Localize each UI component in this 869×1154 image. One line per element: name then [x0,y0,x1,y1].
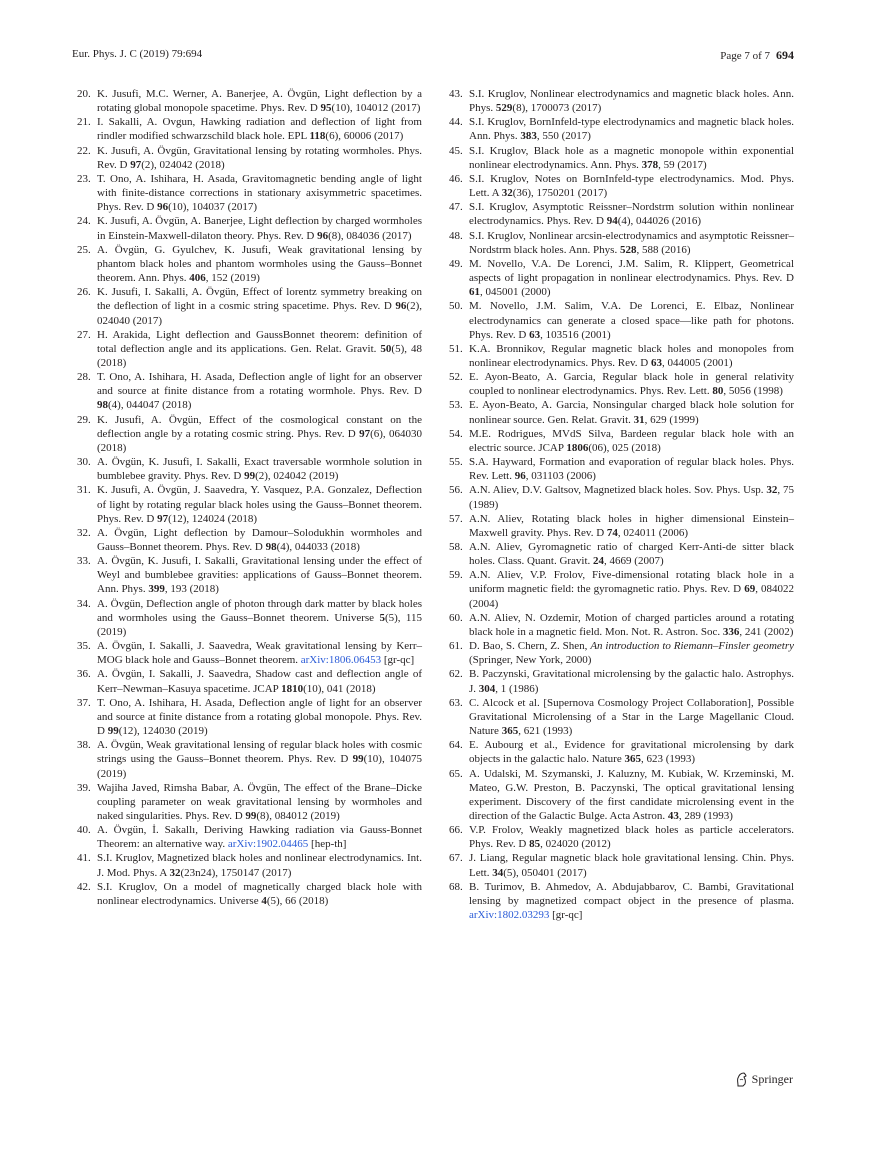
reference-item [77,115,422,143]
reference-number: 49. [449,257,463,270]
reference-text: (5), 050401 (2017) [503,866,587,879]
reference-text: (12), 124024 (2018) [168,512,258,525]
reference-number: 51. [449,342,463,355]
reference-text: S.A. Hayward, Formation and evaporation of regular black holes. Phys. Rev. Lett. [469,456,794,483]
reference-text: A.N. Aliev, V.P. Frolov, Five-dimensional rotating black hole in a uniform magnetic field: the gyromagnetic ratio. Phys. Rev. D [469,569,794,596]
reference-item [449,667,794,695]
reference-text: (2), 024042 (2019) [255,470,339,483]
reference-item [77,144,422,172]
volume-number: 96 [157,201,169,214]
reference-text: (8), 1700073 (2017) [512,102,602,115]
reference-text: [gr-qc] [381,654,415,667]
reference-text: A. Övgün, Light deflection by Damour–Solodukhin wormholes and Gauss–Bonnet theorem. Phys. Rev. D [97,526,422,553]
volume-number: 61 [469,286,480,299]
volume-number: 96 [514,470,526,483]
reference-text: (4), 044047 (2018) [108,399,192,412]
reference-number: 32. [77,526,91,539]
reference-text: , 588 (2016) [636,243,691,256]
reference-item [449,200,794,228]
volume-number: 63 [650,356,662,369]
reference-text: (10), 041 (2018) [303,682,376,695]
reference-text: , 5056 (1998) [723,385,783,398]
volume-number: 95 [320,102,332,115]
reference-item [449,823,794,851]
reference-text: K. Jusufi, I. Sakalli, A. Övgün, Effect of lorentz symmetry breaking on the deflection of light in a cosmic string spacetime. Phys. Rev. D [97,286,422,313]
reference-text: T. Ono, A. Ishihara, H. Asada, Deflection angle of light for an observer and source at finite distance from a rotating global monopole. Phys. Rev. D [97,696,422,738]
reference-text: B. Turimov, B. Ahmedov, A. Abdujabbarov, C. Bambi, Gravitational lensing by magnetized compact object in the presence of plasma. [469,880,794,907]
reference-number: 60. [449,611,463,624]
reference-item [449,229,794,257]
reference-text: [gr-qc] [549,909,583,922]
volume-number: 96 [317,229,329,242]
volume-number: 99 [107,725,119,738]
reference-text: (5), 48 (2018) [97,342,422,369]
volume-number: 80 [712,385,724,398]
reference-text: A. Övgün, I. Sakalli, J. Saavedra, Weak gravitational lensing by Kerr–MOG black hole and Gauss–Bonnet theorem. [97,640,422,667]
reference-text: K.A. Bronnikov, Regular magnetic black holes and monopoles from nonlinear electrodynamics. Phys. Rev. D [469,342,794,369]
reference-item [449,87,794,115]
reference-text: , 024011 (2006) [617,526,689,539]
reference-text: , 152 (2019) [205,272,260,285]
volume-number: 32 [501,187,513,200]
volume-number: 99 [245,809,257,822]
arxiv-link[interactable]: arXiv:1902.04465 [227,838,309,851]
references-column-right [449,87,794,922]
reference-item [449,115,794,143]
reference-item [449,639,794,667]
reference-text: , 045001 (2000) [480,286,551,299]
reference-number: 26. [77,286,91,299]
reference-number: 27. [77,328,91,341]
reference-text: , 103516 (2001) [540,328,611,341]
reference-item [77,823,422,851]
volume-number: 4 [261,894,267,907]
running-header [72,48,794,64]
reference-text: A.N. Aliev, Gyromagnetic ratio of charged Kerr-Anti-de sitter black holes. Class. Quant. Gravit. [469,541,794,568]
reference-text: A. Övgün, Weak gravitational lensing of regular black holes with cosmic strings using the Gauss–Bonnet theorem. Phys. Rev. D [97,739,422,766]
reference-item [77,328,422,370]
reference-text: S.I. Kruglov, Notes on BornInfeld-type electrodynamics. Mod. Phys. Lett. A [469,172,794,200]
volume-number: 97 [130,158,142,171]
reference-text: K. Jusufi, A. Övgün, Gravitational lensing by rotating wormholes. Phys. Rev. D [97,144,422,171]
volume-number: 98 [97,399,108,412]
reference-number: 41. [77,852,91,865]
reference-item [449,455,794,483]
reference-text: (8), 084012 (2019) [256,809,340,822]
reference-number: 35. [77,640,91,653]
reference-text: , 031103 (2006) [525,470,596,483]
reference-text: (12), 124030 (2019) [118,725,208,738]
reference-number: 55. [449,456,463,469]
volume-number: 406 [189,272,206,285]
reference-item [449,767,794,824]
reference-text: , 289 (1993) [678,809,733,822]
reference-text: M. Novello, J.M. Salim, V.A. De Lorenci, E. Elbaz, Nonlinear electrodynamics can generate a closed space—like path for photons. Phys. Rev. D [469,300,794,341]
reference-number: 47. [449,201,463,214]
reference-number: 28. [77,371,91,384]
reference-number: 64. [449,739,463,752]
reference-text: A.N. Aliev, D.V. Galtsov, Magnetized black holes. Sov. Phys. Usp. [469,484,767,497]
reference-number: 66. [449,824,463,837]
reference-text: , 4669 (2007) [604,555,664,568]
reference-text: , 1 (1986) [495,682,539,695]
reference-item [77,738,422,780]
reference-item [77,639,422,667]
volume-number: 365 [624,753,641,766]
journal-citation: Eur. Phys. J. C (2019) 79:694 [72,48,203,60]
reference-text: J. Liang, Regular magnetic black hole gravitational lensing. Chin. Phys. Lett. [469,852,794,879]
reference-number: 38. [77,739,91,752]
reference-item [77,851,422,879]
reference-text: A. Övgün, İ. Sakallı, Deriving Hawking radiation via Gauss-Bonnet Theorem: an alternative way. [97,824,422,851]
reference-text: (6), 064030 (2018) [97,427,422,454]
reference-number: 58. [449,541,463,553]
reference-item [77,781,422,823]
book-title: An introduction to Riemann–Finsler geometry [590,640,794,653]
reference-item [77,483,422,525]
reference-text: S.I. Kruglov, On a model of magnetically charged black hole with nonlinear electrodynamics. Universe [97,880,422,907]
reference-item [449,696,794,738]
reference-text: A. Övgün, I. Sakalli, J. Saavedra, Shadow cast and deflection angle of Kerr–Newman–Kasuya spacetime. JCAP [97,668,422,695]
reference-number: 45. [449,144,463,157]
reference-item [77,243,422,285]
reference-text: S.I. Kruglov, Asymptotic Reissner–Nordstrm solution within nonlinear electrodynamics. Phys. Rev. D [469,201,794,228]
reference-number: 56. [449,484,463,497]
volume-number: 43 [667,809,679,822]
reference-number: 52. [449,371,463,384]
reference-text: K. Jusufi, A. Övgün, A. Banerjee, Light deflection by charged wormholes in Einstein-Maxwell-dilaton theory. Phys. Rev. D [97,215,422,242]
reference-text: A. Udalski, M. Szymanski, J. Kaluzny, M. Kubiak, W. Krzeminski, M. Mateo, G.W. Preston, B. Paczynski, The optical gravitational lensing experiment. Discovery of the first candidate microlensing event in the direction of the Galactic Bulge. Acta Astron. [469,767,794,822]
reference-text: , 623 (1993) [640,753,696,766]
reference-text: (6), 60006 (2017) [325,130,404,143]
reference-text: E. Aubourg et al., Evidence for gravitational microlensing by dark objects in the galactic halo. Nature [469,739,794,766]
reference-text: C. Alcock et al. [Supernova Cosmology Project Collaboration], Possible Gravitational Microlensing of a Star in the Large Magellanic Cloud. Nature [469,696,794,738]
reference-text: (2), 024040 (2017) [97,300,422,327]
volume-number: 85 [529,838,541,851]
reference-text: A. Övgün, Deflection angle of photon through dark matter by black holes and wormholes using the Gauss–Bonnet theorem. Universe [97,597,422,624]
reference-number: 68. [449,880,463,893]
reference-text: (2), 024042 (2018) [141,158,225,171]
reference-text: S.I. Kruglov, Nonlinear arcsin-electrodynamics and asymptotic Reissner–Nordstrm black holes. Ann. Phys. [469,229,794,256]
volume-number: 399 [148,583,165,596]
reference-item [77,455,422,483]
volume-number: 32 [766,484,778,497]
volume-number: 1810 [281,682,304,695]
volume-number: 99 [352,753,364,766]
reference-item [77,413,422,455]
reference-text: A. Övgün, K. Jusufi, I. Sakalli, Exact traversable wormhole solution in bumblebee gravity. Phys. Rev. D [97,456,422,483]
reference-item [77,214,422,242]
reference-item [449,342,794,370]
volume-number: 96 [395,300,407,313]
reference-text: V.P. Frolov, Weakly magnetized black holes as particle accelerators. Phys. Rev. D [469,824,794,851]
reference-text: K. Jusufi, M.C. Werner, A. Banerjee, A. Övgün, Light deflection by a rotating global monopole spacetime. Phys. Rev. D [97,88,422,115]
volume-number: 97 [157,512,169,525]
reference-number: 34. [77,597,91,610]
reference-text: (8), 084036 (2017) [328,229,412,242]
publisher-footer [735,1072,793,1087]
reference-item [77,370,422,412]
reference-item [449,257,794,299]
volume-number: 74 [606,526,618,539]
reference-number: 40. [77,824,91,837]
reference-text: K. Jusufi, A. Övgün, J. Saavedra, Y. Vasquez, P.A. Gonzalez, Deflection of light by rotating regular black holes using the Gauss–Bonnet theorem. Phys. Rev. D [97,484,422,525]
reference-text: T. Ono, A. Ishihara, H. Asada, Deflection angle of light for an observer and source at finite distance from a rotating wormhole. Phys. Rev. D [97,371,422,398]
volume-number: 31 [633,413,645,426]
reference-text: [hep-th] [308,838,347,851]
reference-number: 57. [449,512,463,525]
reference-number: 63. [449,696,463,709]
reference-text: E. Ayon-Beato, A. Garcia, Regular black hole in general relativity coupled to nonlinear electrodynamics. Phys. Rev. Lett. [469,371,794,398]
reference-item [449,299,794,341]
reference-text: (10), 104075 (2019) [97,753,422,780]
reference-text: (23n24), 1750147 (2017) [180,866,292,879]
volume-number: 529 [495,102,513,115]
reference-text: , 75 (1989) [469,484,794,511]
page-number: Page 7 of 7 [720,50,770,62]
reference-number: 30. [77,456,91,469]
volume-number: 97 [359,427,371,440]
reference-text: E. Ayon-Beato, A. Garcia, Nonsingular charged black hole solution for nonlinear source. Gen. Relat. Gravit. [469,399,794,426]
reference-text: (10), 104012 (2017) [331,102,421,115]
reference-text: (5), 115 (2019) [97,611,422,638]
reference-item [77,87,422,115]
volume-number: 34 [492,866,504,879]
reference-item [449,370,794,398]
reference-number: 22. [77,144,91,157]
reference-item [77,554,422,596]
volume-number: 69 [744,583,756,596]
reference-text: (5), 66 (2018) [266,894,329,907]
volume-number: 50 [380,342,392,355]
volume-number: 24 [593,555,605,568]
reference-text: (4), 044026 (2016) [617,215,702,228]
volume-number: 528 [619,243,637,256]
reference-text: , 241 (2002) [739,625,794,638]
publisher-name: Springer [751,1072,793,1086]
reference-item [77,696,422,738]
reference-number: 20. [77,88,91,100]
reference-text: (4), 044033 (2018) [276,541,360,553]
reference-number: 36. [77,668,91,681]
reference-text: T. Ono, A. Ishihara, H. Asada, Gravitomagnetic bending angle of light with finite-distance corrections in stationary axisymmetric spacetimes. Phys. Rev. D [97,172,422,214]
springer-horse-icon [735,1072,748,1087]
reference-number: 46. [449,172,463,185]
reference-text: , 621 (1993) [518,725,573,738]
reference-text: (10), 104037 (2017) [168,201,258,214]
volume-number: 32 [169,866,181,879]
reference-text: S.I. Kruglov, Magnetized black holes and nonlinear electrodynamics. Int. J. Mod. Phys. A [97,852,422,879]
reference-item [77,880,422,908]
reference-text: , 193 (2018) [164,583,219,596]
volume-number: 336 [722,625,740,638]
arxiv-link[interactable]: arXiv:1806.06453 [300,654,382,667]
reference-text: I. Sakalli, A. Ovgun, Hawking radiation and deflection of light from rindler modified schwarzschild black hole. EPL [97,116,422,143]
reference-text: D. Bao, S. Chern, Z. Shen, [469,640,591,653]
reference-text: H. Arakida, Light deflection and GaussBonnet theorem: definition of total deflection angle and its applications. Gen. Relat. Gravit. [97,328,422,355]
reference-number: 23. [77,172,91,185]
reference-number: 67. [449,852,463,865]
article-number: 694 [776,48,794,62]
reference-number: 25. [77,243,91,256]
reference-number: 21. [77,116,91,129]
reference-item [449,611,794,639]
reference-item [449,880,794,922]
reference-text: B. Paczynski, Gravitational microlensing by the galactic halo. Astrophys. J. [469,668,794,695]
reference-text: , 024020 (2012) [540,838,611,851]
reference-number: 53. [449,399,463,412]
arxiv-link[interactable]: arXiv:1802.03293 [469,909,550,922]
reference-item [449,144,794,172]
reference-text: M. Novello, V.A. De Lorenci, J.M. Salim, R. Klippert, Geometrical aspects of light propagation in nonlinear electrodynamics. Phys. Rev. D [469,257,794,285]
reference-text: , 044005 (2001) [661,356,733,369]
reference-item [77,172,422,214]
reference-item [449,738,794,766]
volume-number: 365 [501,725,519,738]
reference-number: 65. [449,767,463,780]
reference-text: A. Övgün, G. Gyulchev, K. Jusufi, Weak gravitational lensing by phantom black holes and phantom wormholes using the Gauss–Bonnet theorem. Ann. Phys. [97,243,422,285]
volume-number: 1806 [566,441,589,454]
reference-number: 59. [449,569,463,582]
reference-text: S.I. Kruglov, Nonlinear electrodynamics and magnetic black holes. Ann. Phys. [469,88,794,115]
reference-text: , 629 (1999) [644,413,699,426]
volume-number: 5 [379,611,385,624]
volume-number: 304 [478,682,496,695]
reference-text: Wajiha Javed, Rimsha Babar, A. Övgün, The effect of the Brane–Dicke coupling parameter on weak gravitational lensing by wormholes and naked singularities. Phys. Rev. D [97,781,422,822]
reference-number: 54. [449,427,463,440]
reference-item [449,427,794,455]
reference-item [449,398,794,426]
reference-text: , 084022 (2004) [469,583,795,610]
reference-item [449,172,794,200]
reference-number: 29. [77,413,91,426]
reference-text: M.E. Rodrigues, MVdS Silva, Bardeen regular black hole with an electric source. JCAP [469,427,794,454]
reference-number: 24. [77,215,91,228]
reference-text: (Springer, New York, 2000) [469,654,592,667]
reference-text: , 59 (2017) [658,158,707,171]
volume-number: 378 [641,158,659,171]
reference-item [77,667,422,695]
volume-number: 98 [265,541,277,553]
volume-number: 383 [520,130,537,143]
reference-item [449,540,794,568]
reference-number: 39. [77,781,91,794]
reference-number: 61. [449,640,463,653]
reference-item [449,512,794,540]
reference-number: 31. [77,484,91,497]
reference-text: S.I. Kruglov, Black hole as a magnetic monopole within exponential nonlinear electrodynamics. Ann. Phys. [469,144,794,171]
volume-number: 118 [309,130,326,143]
reference-item [449,568,794,610]
references-column-left [77,87,422,908]
volume-number: 99 [244,470,256,483]
reference-number: 62. [449,668,463,681]
volume-number: 63 [529,328,541,341]
reference-text: A.N. Aliev, N. Ozdemir, Motion of charged particles around a rotating black hole in a magnetic field. Mon. Not. R. Astron. Soc. [469,611,794,638]
reference-text: S.I. Kruglov, BornInfeld-type electrodynamics and magnetic black holes. Ann. Phys. [469,116,794,143]
reference-item [449,851,794,879]
reference-item [449,483,794,511]
reference-text: (36), 1750201 (2017) [512,187,608,200]
reference-text: A.N. Aliev, Rotating black holes in higher dimensional Einstein–Maxwell gravity. Phys. Rev. D [469,512,794,539]
reference-number: 48. [449,229,463,242]
reference-number: 43. [449,88,463,100]
reference-number: 33. [77,555,91,568]
reference-text: (06), 025 (2018) [588,441,661,454]
reference-text: , 550 (2017) [536,130,591,143]
page-indicator [720,48,794,63]
reference-number: 50. [449,300,463,313]
reference-item [77,597,422,639]
reference-number: 44. [449,116,463,129]
reference-item [77,285,422,327]
reference-text: A. Övgün, K. Jusufi, I. Sakalli, Gravitational lensing under the effect of Weyl and bumblebee gravities: applications of Gauss–Bonnet theorem. Ann. Phys. [97,555,422,596]
reference-text: K. Jusufi, A. Övgün, Effect of the cosmological constant on the deflection angle by a rotating cosmic string. Phys. Rev. D [97,413,422,440]
reference-item [77,526,422,554]
volume-number: 94 [606,215,618,228]
reference-number: 42. [77,880,91,893]
reference-number: 37. [77,696,91,709]
